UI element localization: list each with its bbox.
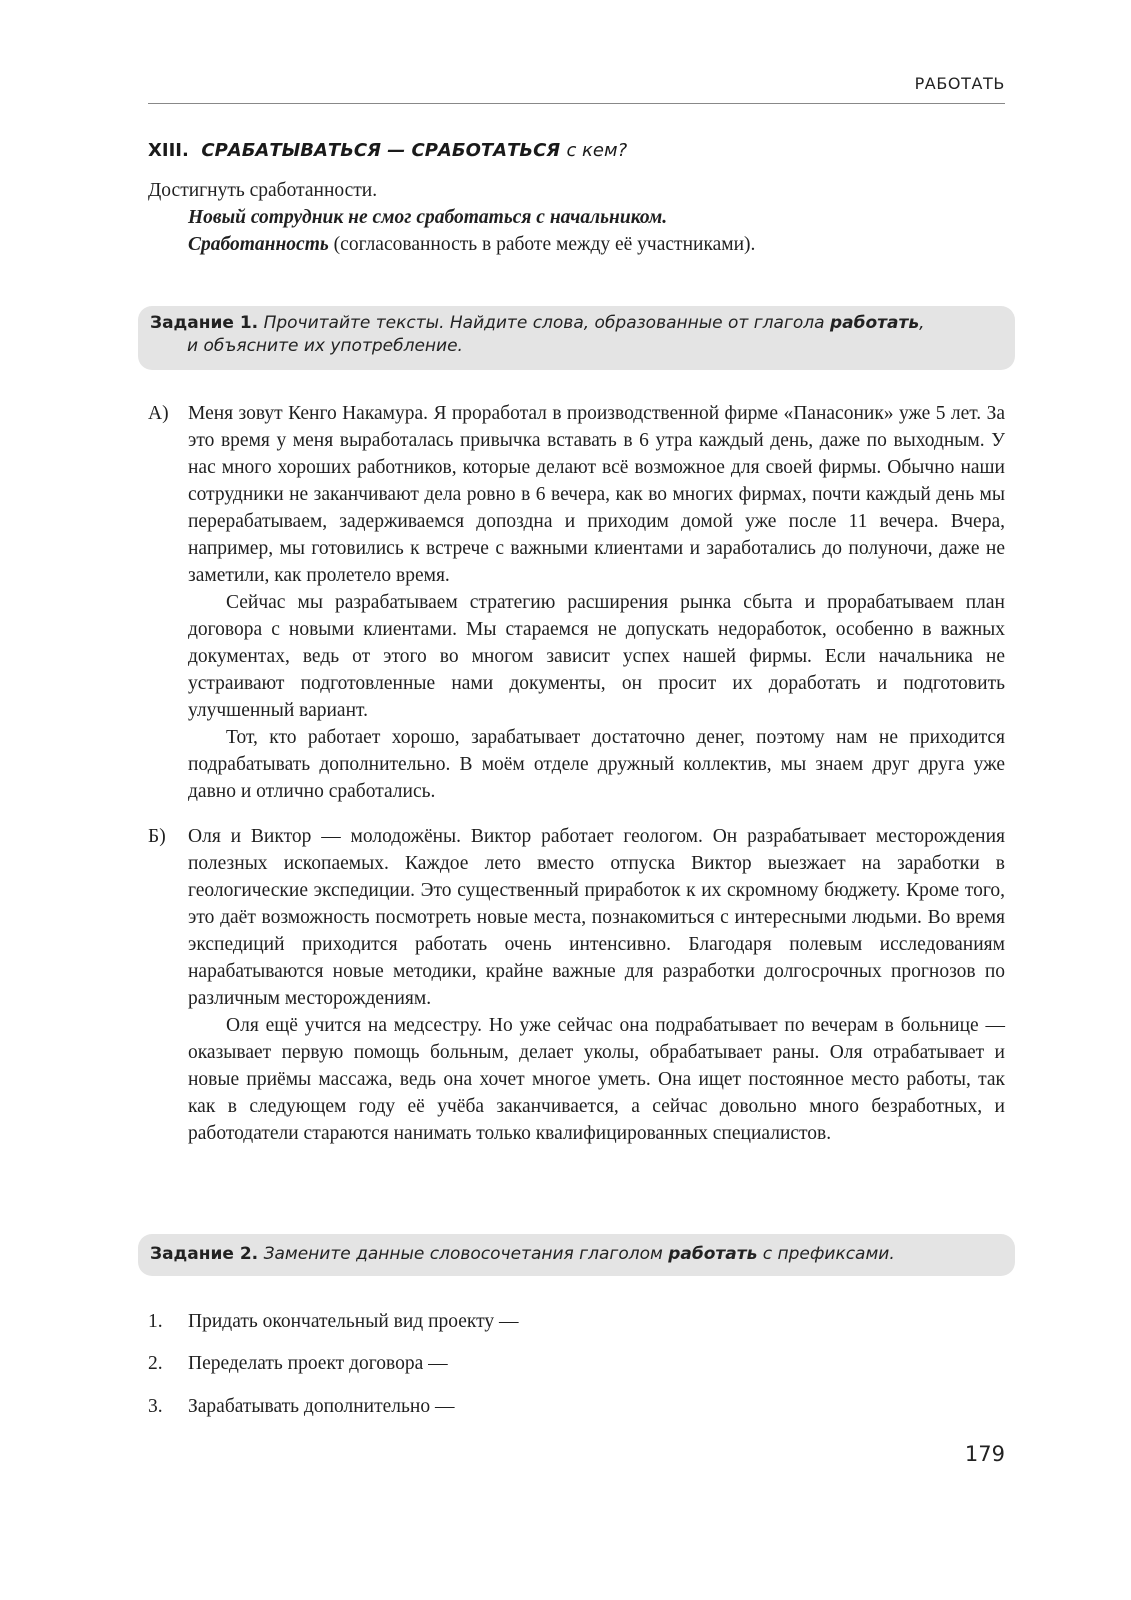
task-2-box bbox=[138, 1234, 1015, 1276]
task-2-keyword: работать bbox=[668, 1244, 758, 1264]
text-a-paragraph: Тот, кто работает хорошо, зарабатывает достаточно денег, поэтому нам не приходится подрабатывать дополнительно. В моём отделе дружный коллектив, мы знаем друг друга уже давно и отлично сработались. bbox=[188, 727, 1005, 802]
definition-noun-gloss: (согласованность в работе между её участниками). bbox=[328, 234, 756, 255]
text-b-paragraph: Оля ещё учится на медсестру. Но уже сейчас она подрабатывает по вечерам в больнице — оказывает первую помощь больным, делает уколы, обрабатывает раны. Оля отрабатывает и новые приёмы массажа, ведь она хочет многое уметь. Она ищет постоянное место работы, так как в следующем году её учёба заканчивается, а сейчас довольно много безработных, и работодатели стараются нанимать только квалифицированных специалистов. bbox=[188, 1015, 1005, 1144]
task-1-instruction-line2: и объясните их употребление. bbox=[187, 336, 463, 356]
exercise-item bbox=[148, 1393, 1005, 1420]
exercise-item-text: Переделать проект договора — bbox=[188, 1353, 448, 1374]
task-2-instruction: Замените данные словосочетания глаголом работать с префиксами. bbox=[263, 1244, 895, 1264]
exercise-item-text: Придать окончательный вид проекту — bbox=[188, 1311, 519, 1332]
task-1-instruction: Прочитайте тексты. Найдите слова, образованные от глагола работать, bbox=[263, 313, 925, 333]
section-number: XIII. bbox=[148, 140, 189, 161]
task-2-label: Задание 2. bbox=[150, 1244, 259, 1264]
text-a bbox=[148, 400, 1005, 805]
exercise-item-text: Зарабатывать дополнительно — bbox=[188, 1396, 455, 1417]
text-b bbox=[148, 823, 1005, 1147]
definition-example: Новый сотрудник не смог сработаться с начальником. bbox=[188, 207, 668, 228]
exercise-item-number: 2. bbox=[148, 1353, 163, 1374]
section-question: с кем? bbox=[566, 140, 628, 161]
definition-noun-line bbox=[148, 231, 1005, 258]
task-1-label: Задание 1. bbox=[150, 313, 259, 333]
definition-block bbox=[148, 177, 1005, 258]
section-heading bbox=[148, 140, 627, 161]
text-a-paragraph: Меня зовут Кенго Накамура. Я проработал в производственной фирме «Панасоник» уже 5 лет. За это время у меня выработалась привычка вставать в 6 утра каждый день, даже по выходным. У нас много хороших работников, которые делают всё возможное для своей фирмы. Обычно наши сотрудники не заканчивают дела ровно в 6 вечера, как во многих фирмах, почти каждый день мы перерабатываем, задерживаемся допоздна и приходим домой уже после 11 вечера. Вчера, например, мы готовились к встрече с важными клиентами и заработались до полуночи, даже не заметили, как пролетело время. bbox=[188, 403, 1005, 586]
task-1-keyword: работать bbox=[829, 313, 920, 333]
exercise-item-number: 3. bbox=[148, 1396, 163, 1417]
text-a-paragraph: Сейчас мы разрабатываем стратегию расширения рынка сбыта и прорабатываем план договора с новыми клиентами. Мы стараемся не допускать недоработок, особенно в важных документах, ведь от этого во многом зависит успех нашей фирмы. Если начальника не устраивают подготовленные нами документы, он просит их доработать и подготовить улучшенный вариант. bbox=[188, 592, 1005, 721]
header-divider bbox=[148, 103, 1005, 104]
exercise-item bbox=[148, 1350, 1005, 1377]
definition-noun: Сработанность bbox=[188, 234, 329, 255]
page-number: 179 bbox=[964, 1442, 1005, 1466]
text-a-marker: А) bbox=[148, 403, 169, 424]
exercise-item-number: 1. bbox=[148, 1311, 163, 1332]
section-verbs: СРАБАТЫВАТЬСЯ — СРАБОТАТЬСЯ bbox=[201, 140, 561, 161]
text-b-marker: Б) bbox=[148, 826, 166, 847]
running-header: РАБОТАТЬ bbox=[914, 74, 1005, 93]
task-1-box bbox=[138, 306, 1015, 370]
definition-meaning: Достигнуть сработанности. bbox=[148, 180, 378, 201]
exercise-item bbox=[148, 1308, 1005, 1335]
text-b-paragraph: Оля и Виктор — молодожёны. Виктор работает геологом. Он разрабатывает месторождения полезных ископаемых. Каждое лето вместо отпуска Виктор выезжает на заработки в геологические экспедиции. Это существенный приработок к их скромному бюджету. Кроме того, это даёт возможность посмотреть новые места, познакомиться с интересными людьми. Во время экспедиций приходится работать очень интенсивно. Благодаря полевым исследованиям нарабатываются новые методики, крайне важные для разработки долгосрочных прогнозов по различным месторождениям. bbox=[188, 826, 1005, 1009]
